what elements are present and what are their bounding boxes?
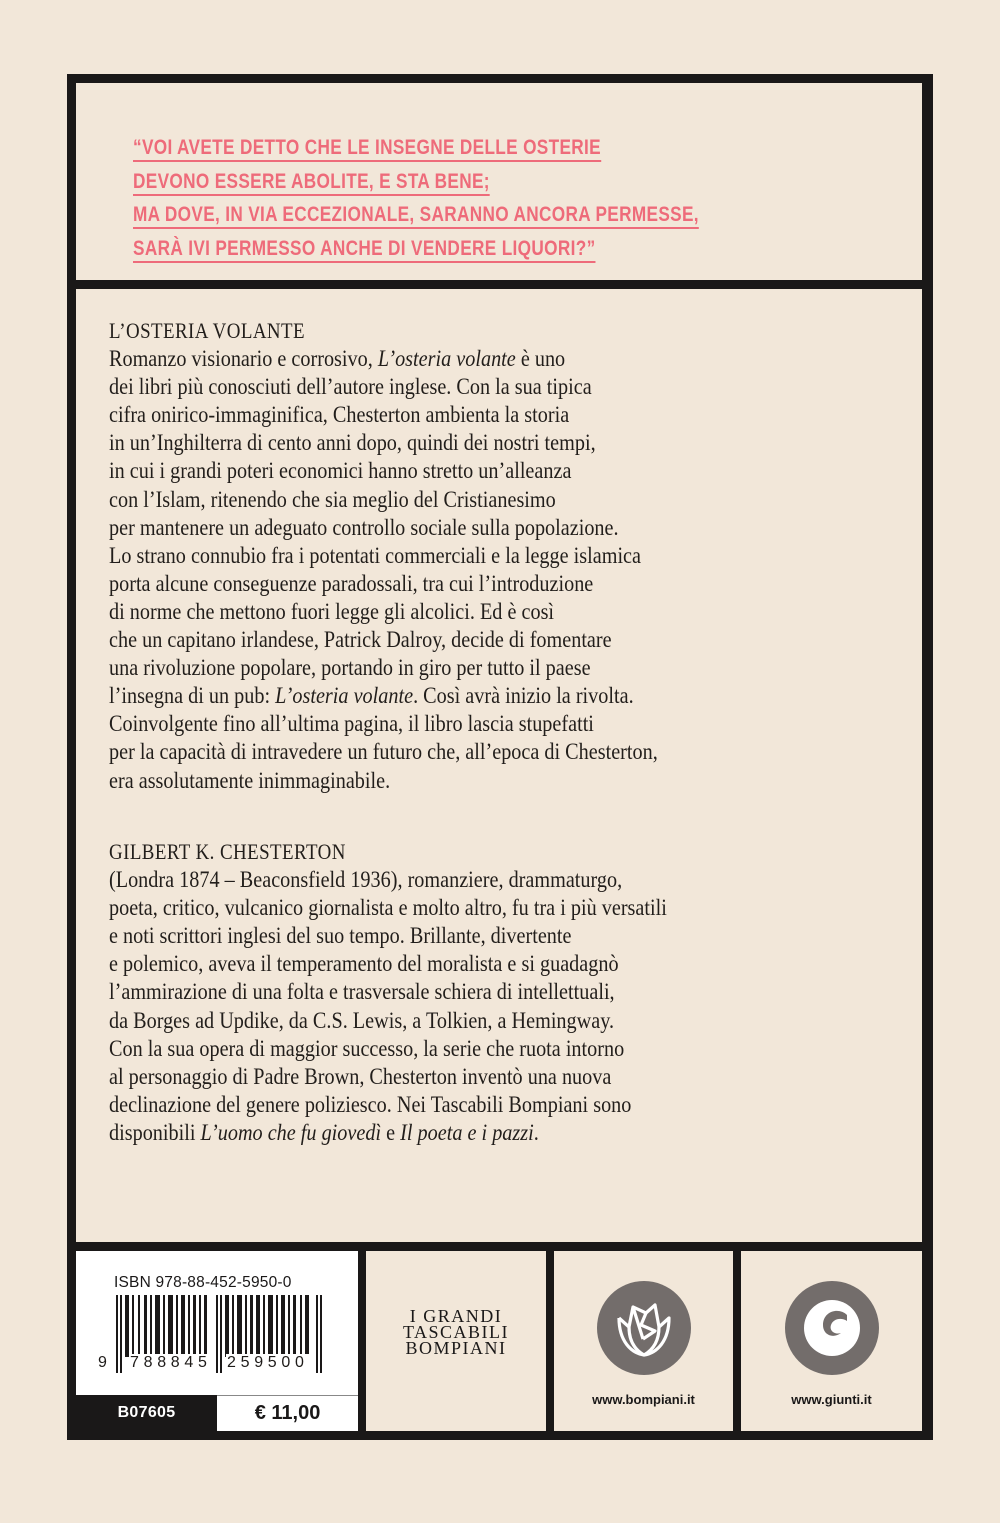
quote-panel — [76, 83, 922, 280]
bio-line: disponibili L’uomo che fu giovedì e Il poeta e i pazzi. — [109, 1119, 539, 1146]
synopsis-line: dei libri più conosciuti dell’autore inglese. Con la sua tipica — [109, 374, 592, 401]
synopsis-line: Coinvolgente fino all’ultima pagina, il libro lascia stupefatti — [109, 711, 594, 738]
synopsis-line: in cui i grandi poteri economici hanno stretto un’alleanza — [109, 458, 572, 485]
bio-line: declinazione del genere poliziesco. Nei Tascabili Bompiani sono — [109, 1091, 632, 1118]
synopsis-line: in un’Inghilterra di cento anni dopo, quindi dei nostri tempi, — [109, 430, 596, 457]
ean-left-digits: 788845 — [130, 1354, 212, 1371]
book-title-italic: L’osteria volante — [275, 683, 414, 710]
bio-line: l’ammirazione di una folta e trasversale schiera di intellettuali, — [109, 979, 615, 1006]
synopsis-line: era assolutamente inimmaginabile. — [109, 767, 391, 794]
synopsis-line: Lo strano connubio fra i potentati commerciali e la legge islamica — [109, 542, 642, 569]
quote-line: DEVONO ESSERE ABOLITE, E STA BENE; — [133, 169, 490, 196]
synopsis-line: l’insegna di un pub: L’osteria volante. Così avrà inizio la rivolta. — [109, 683, 634, 710]
bio-line: al personaggio di Padre Brown, Chesterton inventò una nuova — [109, 1063, 612, 1090]
book-title-italic: L’osteria volante — [377, 346, 516, 373]
bio-line: da Borges ad Updike, da C.S. Lewis, a Tolkien, a Hemingway. — [109, 1007, 615, 1034]
bompiani-url-link[interactable]: www.bompiani.it — [592, 1392, 695, 1407]
tulip-logo-icon — [597, 1281, 691, 1375]
work-title-italic: L’uomo che fu giovedì — [200, 1119, 382, 1146]
work-title-italic: Il poeta e i pazzi — [400, 1119, 534, 1146]
bio-line: (Londra 1874 – Beaconsfield 1936), romanziere, drammaturgo, — [109, 867, 623, 894]
ean-first-digit: 9 — [98, 1354, 107, 1371]
synopsis-line: per la capacità di intravedere un futuro che, all’epoca di Chesterton, — [109, 739, 658, 766]
series-cell — [366, 1251, 546, 1431]
author-name-heading: GILBERT K. CHESTERTON — [109, 839, 346, 864]
bio-line: e noti scrittori inglesi del suo tempo. Brillante, divertente — [109, 923, 572, 950]
giunti-url-link[interactable]: www.giunti.it — [791, 1392, 872, 1407]
barcode-cell — [76, 1251, 358, 1431]
bio-line: poeta, critico, vulcanico giornalista e molto altro, fu tra i più versatili — [109, 895, 667, 922]
synopsis-line: cifra onirico-immaginifica, Chesterton ambienta la storia — [109, 402, 570, 429]
pull-quote — [133, 133, 699, 267]
synopsis-line: per mantenere un adeguato controllo sociale sulla popolazione. — [109, 514, 619, 541]
synopsis-block — [109, 317, 658, 795]
quote-line: SARÀ IVI PERMESSO ANCHE DI VENDERE LIQUORI?” — [133, 236, 596, 263]
series-title: I GRANDI TASCABILI BOMPIANI — [402, 1306, 510, 1358]
bio-line: e polemico, aveva il temperamento del moralista e si guadagnò — [109, 951, 619, 978]
spiral-g-logo-icon — [785, 1281, 879, 1375]
product-code: B07605 — [76, 1395, 217, 1431]
giunti-cell — [741, 1251, 922, 1431]
bompiani-cell — [554, 1251, 733, 1431]
synopsis-line: porta alcune conseguenze paradossali, tra cui l’introduzione — [109, 570, 594, 597]
author-bio-block — [109, 838, 667, 1147]
cover-frame — [67, 74, 933, 1440]
ean-right-digits: 259500 — [227, 1354, 309, 1371]
synopsis-line: Romanzo visionario e corrosivo, L’osteria volante è uno — [109, 346, 566, 373]
book-title-heading: L’OSTERIA VOLANTE — [109, 318, 305, 343]
synopsis-line: di norme che mettono fuori legge gli alcolici. Ed è così — [109, 598, 555, 625]
quote-line: MA DOVE, IN VIA ECCEZIONALE, SARANNO ANCORA PERMESSE, — [133, 202, 699, 229]
price-label: € 11,00 — [217, 1395, 358, 1431]
isbn-label: ISBN 978-88-452-5950-0 — [114, 1274, 292, 1291]
synopsis-line: una rivoluzione popolare, portando in giro per tutto il paese — [109, 655, 591, 682]
synopsis-line: che un capitano irlandese, Patrick Dalroy, decide di fomentare — [109, 627, 612, 654]
quote-line: “VOI AVETE DETTO CHE LE INSEGNE DELLE OSTERIE — [133, 135, 601, 162]
synopsis-line: con l’Islam, ritenendo che sia meglio del Cristianesimo — [109, 486, 556, 513]
description-panel — [76, 289, 922, 1242]
bio-line: Con la sua opera di maggior successo, la serie che ruota intorno — [109, 1035, 625, 1062]
